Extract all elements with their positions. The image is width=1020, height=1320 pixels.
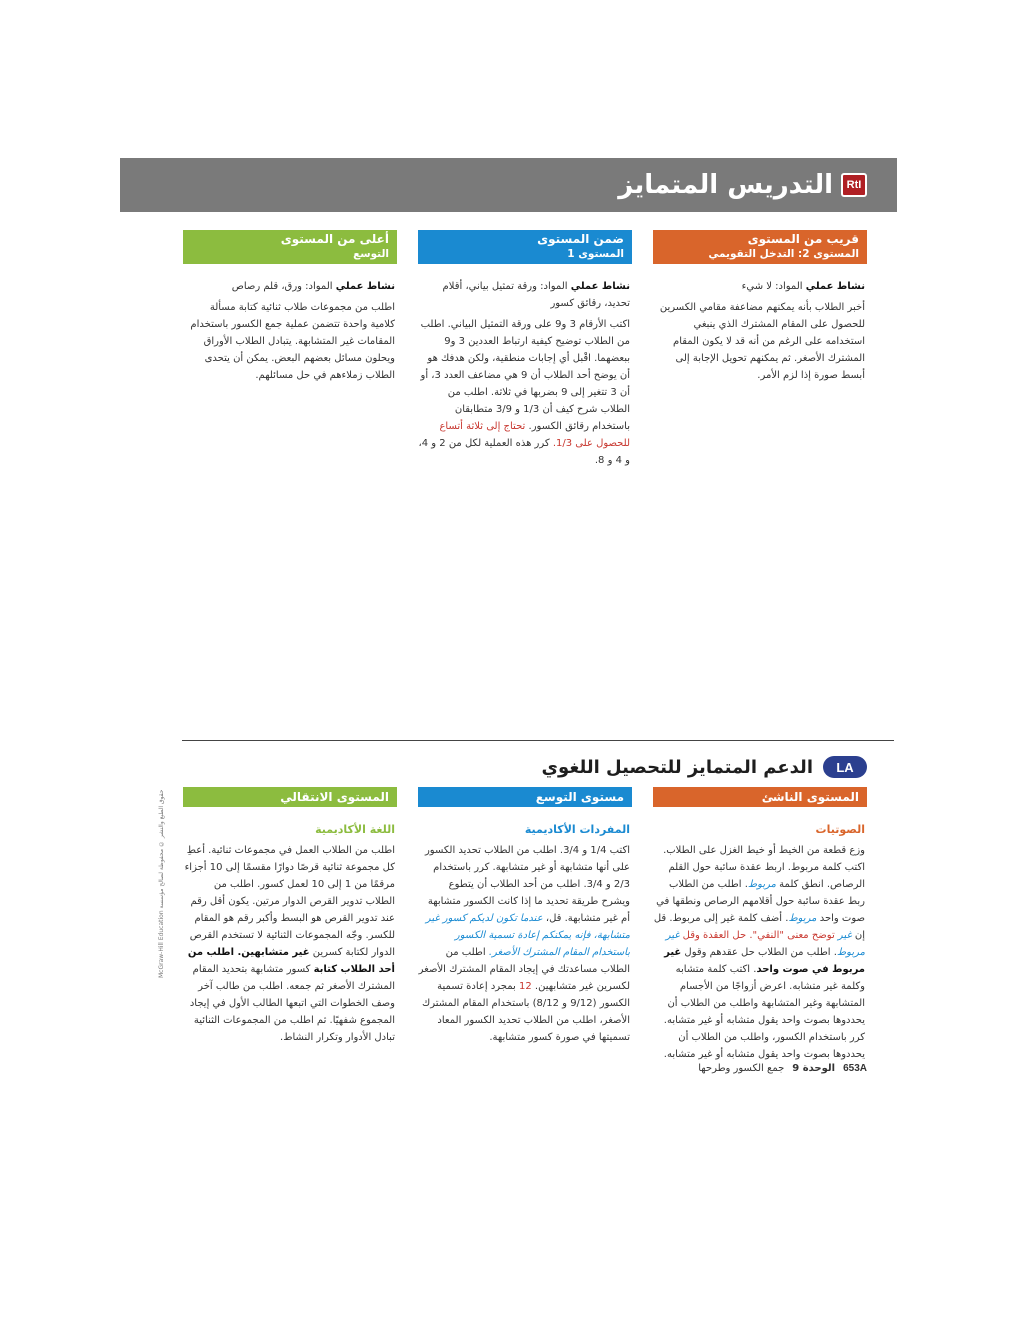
la-section-title <box>542 756 867 778</box>
emerging-header: المستوى الناشئ <box>653 787 867 807</box>
emerging-word-4: غير مربوط <box>665 930 865 958</box>
activity-label: نشاط عملي <box>570 281 630 292</box>
emerging-text <box>653 842 865 1063</box>
expanding-red-num: 12 <box>519 981 532 992</box>
materials-text: المواد: ورق، قلم رصاص <box>231 281 336 292</box>
footer-unit-title: جمع الكسور وطرحها <box>698 1063 785 1074</box>
emerging-text-4: توضح معنى "النفي". حل العقدة وقل <box>682 930 835 941</box>
on-level-text-2: كرر هذه العملية لكل من 2 و 4، و 4 و 8. <box>418 438 630 466</box>
beyond-subtitle: التوسع <box>353 248 389 260</box>
expanding-text <box>418 842 630 1046</box>
on-level-title: ضمن المستوى <box>537 232 624 246</box>
page-number: 653A <box>843 1063 867 1074</box>
on-level-header <box>418 230 632 264</box>
on-level-text <box>418 316 630 469</box>
bridging-header: المستوى الانتقالي <box>183 787 397 807</box>
on-level-body <box>418 264 632 469</box>
footer-unit: الوحدة 9 <box>792 1063 836 1074</box>
expanding-column <box>418 787 632 1046</box>
bridging-column <box>183 787 397 1046</box>
beyond-activity <box>183 278 395 295</box>
expanding-text-3: بمجرد إعادة تسمية الكسور (9/12 و 8/12) باستخدام المقام المشترك الأصغر، اطلب من الطلاب تحديد الكسور المعاد تسميتها في صورة كسور متشابهة. <box>421 981 630 1043</box>
emerging-text-5: . اطلب من الطلاب حل عقدهم وقول <box>684 947 837 958</box>
emerging-text-3: . أضف كلمة غير إلى مربوط. قل إن <box>653 913 865 941</box>
bridging-text-2: كسور متشابهة بتحديد المقام المشترك الأصغر ثم جمعه. اطلب من طالب آخر وصف الخطوات التي اتبعها الطالب الأول في إيجاد المجموع شفهيًا. ثم اطلب من المجموعات الثنائية تبادل الأدوار وتكرار النشاط. <box>189 964 395 1043</box>
expanding-header: مستوى التوسع <box>418 787 632 807</box>
emerging-text-6: . اكتب كلمة متشابه وكلمة غير متشابه. اعرض أزواجًا من الأجسام المتشابهة وغير المتشابهة واطلب من الطلاب أن يحددوها بصوت واحد يقول متشابه أو غير متشابه. كرر باستخدام الكسور، واطلب من الطلاب أن يحددوها بصوت واحد يقول متشابه أو غير متشابه. <box>663 964 865 1060</box>
page-title-text: التدريس المتمايز <box>618 170 833 200</box>
la-title-text: الدعم المتمايز للتحصيل اللغوي <box>541 756 813 778</box>
on-level-column <box>418 230 632 469</box>
emerging-word-3: غير <box>837 930 852 941</box>
page-content <box>120 158 897 1104</box>
section-divider <box>182 740 894 741</box>
emerging-word-2: مربوط <box>788 913 817 924</box>
approaching-title: قريب من المستوى <box>747 232 859 246</box>
beyond-body <box>183 264 397 384</box>
side-credit: حقوق الطبع والنشر © محفوظة لصالح مؤسسة McGraw-Hill Education <box>158 790 165 979</box>
emerging-subhead: الصوتيات <box>815 823 865 836</box>
beyond-text: اطلب من مجموعات طلاب ثنائية كتابة مسألة كلامية واحدة تتضمن عملية جمع الكسور باستخدام المقامات غير المتشابهة. يتبادل الطلاب الأوراق ويحلون مسائل بعضهم البعض. يمكن أن يتحدى الطلاب زملاءهم في حل مسائلهم. <box>190 302 395 381</box>
beyond-header <box>183 230 397 264</box>
emerging-text-1: وزع قطعة من الخيط أو خيط الغزل على الطلاب. اكتب كلمة مربوط. اربط عقدة سائبة حول القلم الرصاص. انطق كلمة <box>663 845 865 890</box>
bridging-subhead: اللغة الأكاديمية <box>315 823 395 836</box>
approaching-subtitle: المستوى 2: التدخل التقويمي الإستراتيجي <box>708 248 859 275</box>
materials-text: المواد: ورقة تمثيل بياني، أقلام تحديد، رقائق كسور <box>442 281 630 309</box>
emerging-word-1: مربوط <box>747 879 776 890</box>
on-level-subtitle: المستوى 1 <box>567 248 624 260</box>
on-level-activity <box>418 278 630 312</box>
emerging-word-5: غير مربوط في صوت واحد <box>664 947 865 975</box>
emerging-text-2: . اطلب من الطلاب ربط عقدة سائبة حول أقلامهم الرصاص ونطقها في صوت واحد <box>656 879 865 924</box>
bridging-bold-1: غير متشابهين. اطلب من أحد الطلاب كتابة <box>187 947 395 975</box>
la-badge: LA <box>823 756 867 778</box>
bridging-text <box>183 842 395 1046</box>
page-sheet <box>120 158 897 1104</box>
beyond-title: أعلى من المستوى <box>280 232 389 246</box>
header-band <box>120 158 897 212</box>
emerging-column <box>653 787 867 1063</box>
approaching-text: أخبر الطلاب بأنه يمكنهم مضاعفة مقامي الكسرين للحصول على المقام المشترك الذي ينبغي استخدامه على الرغم من أنه قد لا يكون المقام المشترك الأصغر. ثم يمكنهم تحويل الإجابة إلى أبسط صورة إذا لزم الأمر. <box>659 302 865 381</box>
bridging-text-1: اطلب من الطلاب العمل في مجموعات ثنائية. أعطِ كل مجموعة ثنائية قرصًا دوارًا مقسمًا إلى 10 أجزاء مرقمًا من 1 إلى 10 لعمل كسور. اطلب من الطلاب تدوير القرص الدوار مرتين. يكون أقل رقم عند تدوير القرص هو البسط وأكبر رقم هو المقام للكسر. وجّه المجموعات الثنائية لا تستخدم القرص الدوار لكتابة كسرين <box>184 845 395 958</box>
on-level-text-1: اكتب الأرقام 3 و9 على ورقة التمثيل البياني. اطلب من الطلاب توضيح كيفية ارتباط العددين 3 و9 ببعضهما. اقْبل أي إجابات منطقية، ولكن هدفك هو أن يوضح أحد الطلاب أن 9 هي مضاعف العدد 3، أو أن 3 تتغير إلى 9 بضربها في ثلاثة. اطلب من الطلاب شرح كيف أن 1/3 و 3/9 متطابقان باستخدام رقائق الكسور. <box>420 319 630 432</box>
approaching-header <box>653 230 867 275</box>
expanding-body <box>418 807 632 1046</box>
approaching-body <box>653 264 867 384</box>
materials-text: المواد: لا شيء <box>741 281 806 292</box>
expanding-text-2: اطلب من الطلاب مساعدتك في إيجاد المقام المشترك الأصغر لكسرين غير متشابهين. <box>418 947 630 992</box>
bridging-body <box>183 807 397 1046</box>
rti-badge: RtI <box>841 173 867 197</box>
approaching-activity <box>653 278 865 295</box>
page-footer <box>698 1063 867 1074</box>
page-title <box>618 170 867 200</box>
expanding-text-1: اكتب 1/4 و 3/4. اطلب من الطلاب تحديد الكسور على أنها متشابهة أو غير متشابهة. كرر باستخدام 2/3 و 3/4. اطلب من أحد الطلاب أن يتطوع ويشرح طريقة تحديد ما إذا كانت الكسور متشابهة أم غير متشابهة. قل، <box>424 845 630 924</box>
activity-label: نشاط عملي <box>335 281 395 292</box>
approaching-column <box>653 230 867 384</box>
on-level-red-text: تحتاج إلى ثلاثة أتساع للحصول على 1/3. <box>439 421 630 449</box>
activity-label: نشاط عملي <box>805 281 865 292</box>
beyond-column <box>183 230 397 384</box>
expanding-blue-1: عندما تكون لديكم كسور غير متشابهة، فإنه يمكنكم إعادة تسمية الكسور باستخدام المقام المشترك الأصغر. <box>425 913 630 958</box>
emerging-body <box>653 807 867 1063</box>
expanding-subhead: المفردات الأكاديمية <box>524 823 630 836</box>
